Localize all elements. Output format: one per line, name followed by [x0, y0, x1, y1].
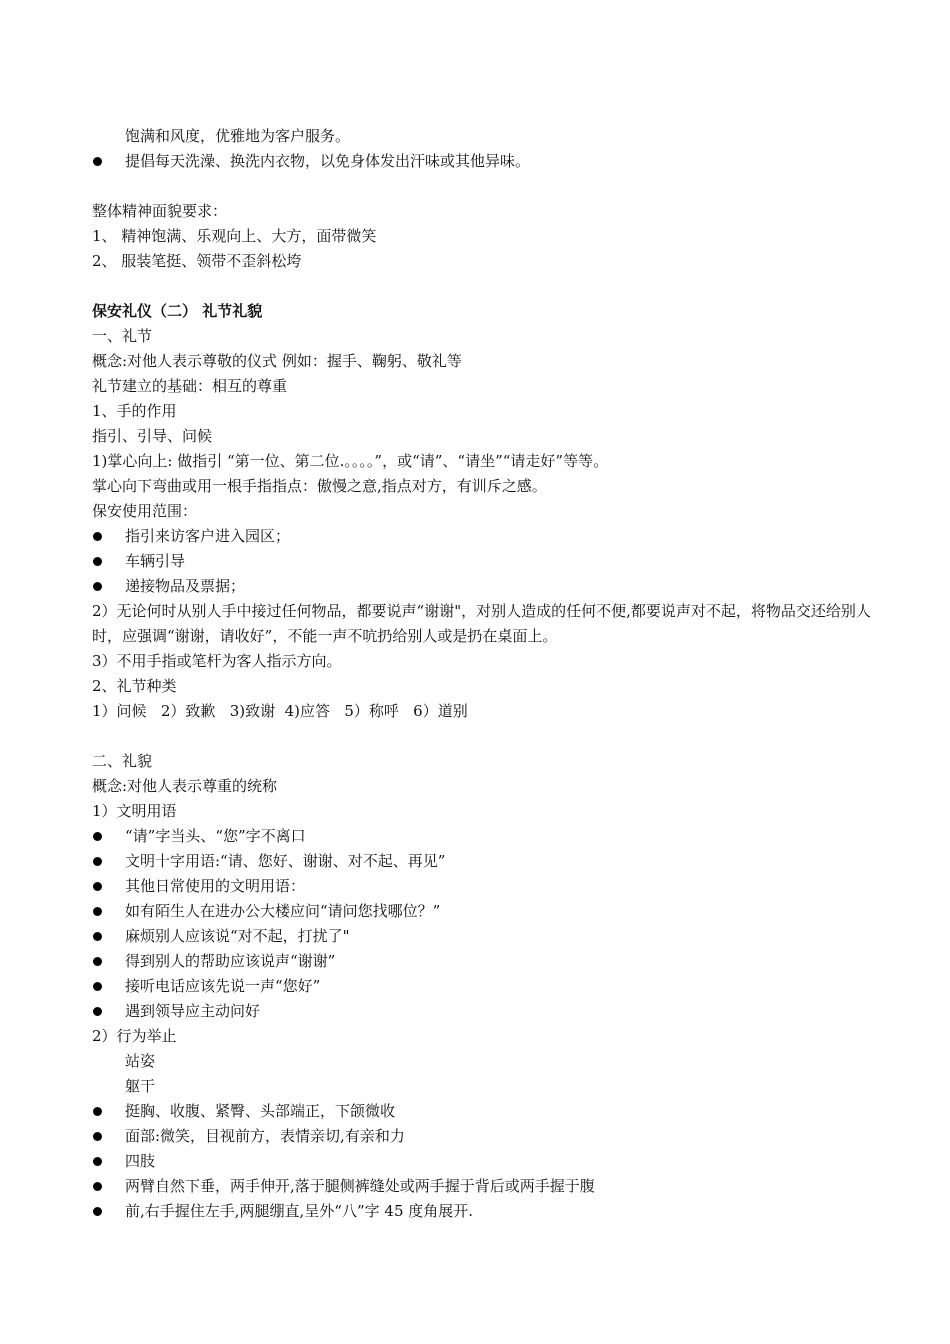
bullet-item: 指引来访客户进入园区； — [92, 524, 882, 549]
bullet-item: 面部:微笑，目视前方，表情亲切,有亲和力 — [92, 1124, 882, 1149]
bullet-dot-icon — [93, 1107, 102, 1116]
subsection-title: 1）文明用语 — [92, 802, 177, 820]
bullet-dot-icon — [93, 1157, 102, 1166]
types-list: 1）问候 2）致歉 3)致谢 4)应答 5）称呼 6）道别 — [92, 702, 468, 720]
bullet-dot-icon — [93, 582, 102, 591]
bullet-dot-icon — [93, 557, 102, 566]
subsection-title: 2）行为举止 — [92, 1027, 177, 1045]
bullet-dot-icon — [93, 832, 102, 841]
bullet-item: 其他日常使用的文明用语： — [92, 874, 882, 899]
palm-up-line: 1)掌心向上: 做指引 “第一位、第二位.。。。。”，或“请”、“请坐”“请走好”等等。 — [92, 452, 609, 470]
bullet-item: 文明十字用语:“请、您好、谢谢、对不起、再见” — [92, 849, 882, 874]
bullet-dot-icon — [93, 157, 102, 166]
bullet-dot-icon — [93, 532, 102, 541]
sub-label: 站姿 — [125, 1052, 156, 1070]
overall-title: 整体精神面貌要求： — [92, 202, 228, 220]
bullet-item: 两臂自然下垂，两手伸开,落于腿侧裤缝处或两手握于背后或两手握于腹 — [92, 1174, 882, 1199]
bullet-dot-icon — [93, 1132, 102, 1141]
bullet-item: 麻烦别人应该说“对不起，打扰了" — [92, 924, 882, 949]
part-title: 一、礼节 — [92, 327, 153, 345]
bullet-dot-icon — [93, 882, 102, 891]
part-title: 二、礼貌 — [92, 752, 153, 770]
bullet-item: 得到别人的帮助应该说声“谢谢” — [92, 949, 882, 974]
paragraph-item2: 2）无论何时从别人手中接过任何物品，都要说声“谢谢"，对别人造成的任何不便,都要说声对不起，将物品交还给别人时，应强调“谢谢，请收好”，不能一声不吭扔给别人或是扔在桌面上。 — [92, 602, 871, 645]
blank-line — [92, 174, 882, 199]
bullet-dot-icon — [93, 857, 102, 866]
palm-down-line: 掌心向下弯曲或用一根手指指点：傲慢之意,指点对方，有训斥之感。 — [92, 477, 547, 495]
bullet-dot-icon — [93, 1007, 102, 1016]
bullet-item: 车辆引导 — [92, 549, 882, 574]
hand-uses: 指引、引导、问候 — [92, 427, 213, 445]
bullet-dot-icon — [93, 907, 102, 916]
sub-label: 躯干 — [125, 1077, 156, 1095]
subsection-title: 1、手的作用 — [92, 402, 177, 420]
subsection-title: 2、礼节种类 — [92, 677, 177, 695]
bullet-item: 四肢 — [92, 1149, 882, 1174]
blank-line — [92, 274, 882, 299]
bullet-dot-icon — [93, 932, 102, 941]
concept-line: 概念:对他人表示尊重的统称 — [92, 777, 278, 795]
document-page — [92, 124, 882, 1224]
paragraph-item3: 3）不用手指或笔杆为客人指示方向。 — [92, 652, 342, 670]
overall-item: 1、 精神饱满、乐观向上、大方，面带微笑 — [92, 227, 377, 245]
bullet-item: 遇到领导应主动问好 — [92, 999, 882, 1024]
bullet-dot-icon — [93, 957, 102, 966]
bullet-item: “请”字当头、“您”字不离口 — [92, 824, 882, 849]
bullet-dot-icon — [93, 1182, 102, 1191]
bullet-item: 递接物品及票据； — [92, 574, 882, 599]
overall-item: 2、 服装笔挺、领带不歪斜松垮 — [92, 252, 302, 270]
bullet-dot-icon — [93, 982, 102, 991]
scope-title: 保安使用范围： — [92, 502, 198, 520]
bullet-item: 前,右手握住左手,两腿绷直,呈外“八”字 45 度角展开. — [92, 1199, 882, 1224]
bullet-item: 如有陌生人在进办公大楼应问“请问您找哪位？” — [92, 899, 882, 924]
continuation-line: 饱满和风度，优雅地为客户服务。 — [125, 127, 351, 145]
blank-line — [92, 724, 882, 749]
bullet-item: 提倡每天洗澡、换洗内衣物，以免身体发出汗味或其他异味。 — [92, 149, 882, 174]
bullet-item: 接听电话应该先说一声“您好” — [92, 974, 882, 999]
concept-line: 概念:对他人表示尊敬的仪式 例如：握手、鞠躬、敬礼等 — [92, 352, 462, 370]
basis-line: 礼节建立的基础：相互的尊重 — [92, 377, 288, 395]
bullet-item: 挺胸、收腹、紧臀、头部端正，下颌微收 — [92, 1099, 882, 1124]
bullet-dot-icon — [93, 1207, 102, 1216]
section-heading: 保安礼仪（二） 礼节礼貌 — [92, 302, 263, 320]
